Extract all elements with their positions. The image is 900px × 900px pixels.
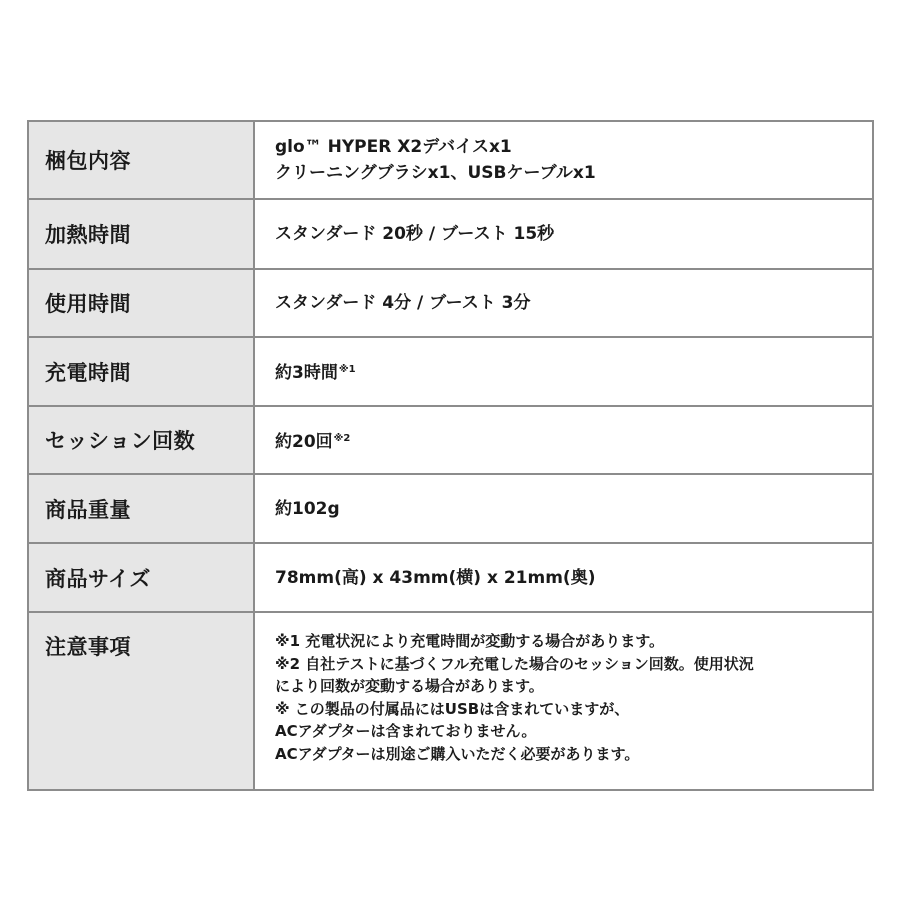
spec-row-package <box>28 121 873 199</box>
spec-table <box>27 120 874 791</box>
spec-row-size <box>28 543 873 612</box>
note-line: ※2 自社テストに基づくフル充電した場合のセッション回数。使用状況 <box>275 654 754 673</box>
row-value: 78mm(高) x 43mm(横) x 21mm(奥) <box>254 543 873 612</box>
spec-row-weight <box>28 474 873 543</box>
value-line: glo™ HYPER X2デバイスx1 <box>275 137 512 157</box>
row-label: 使用時間 <box>28 269 254 337</box>
row-label: 加熱時間 <box>28 199 254 269</box>
row-label: 商品サイズ <box>28 543 254 612</box>
row-label: 注意事項 <box>28 612 254 790</box>
row-value: スタンダード 20秒 / ブースト 15秒 <box>254 199 873 269</box>
value-text: 約20回 <box>275 431 333 452</box>
row-value: 約102g <box>254 474 873 543</box>
value-line: クリーニングブラシx1、USBケーブルx1 <box>275 163 596 183</box>
row-label: セッション回数 <box>28 406 254 474</box>
spec-row-heating-time <box>28 199 873 269</box>
row-value <box>254 337 873 406</box>
row-value: スタンダード 4分 / ブースト 3分 <box>254 269 873 337</box>
spec-row-usage-time <box>28 269 873 337</box>
note-line: ※ この製品の付属品にはUSBは含まれていますが、 <box>275 699 630 718</box>
row-label: 梱包内容 <box>28 121 254 199</box>
row-label: 商品重量 <box>28 474 254 543</box>
value-text: 約3時間 <box>275 363 338 383</box>
row-value <box>254 121 873 199</box>
footnote-mark: ※1 <box>338 364 356 375</box>
note-line: ※1 充電状況により充電時間が変動する場合があります。 <box>275 632 665 650</box>
note-line: により回数が変動する場合があります。 <box>275 677 544 695</box>
note-line: ACアダプターは別途ご購入いただく必要があります。 <box>275 744 640 763</box>
spec-row-session-count <box>28 406 873 474</box>
notes-text <box>254 612 873 790</box>
spec-row-charging-time <box>28 337 873 406</box>
footnote-mark: ※2 <box>333 432 351 444</box>
row-value <box>254 406 873 474</box>
spec-row-notes <box>28 612 873 790</box>
note-line: ACアダプターは含まれておりません。 <box>275 722 537 740</box>
row-label: 充電時間 <box>28 337 254 406</box>
